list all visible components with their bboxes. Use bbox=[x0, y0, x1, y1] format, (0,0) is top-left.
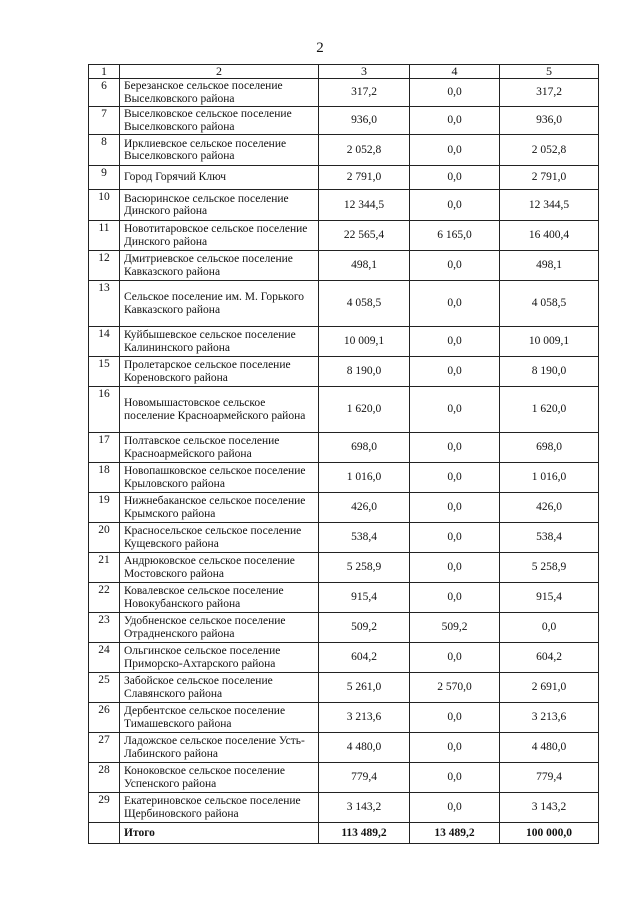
settlement-name: Андрюковское сельское поселение Мостовского района bbox=[120, 553, 319, 583]
total-label: Итого bbox=[120, 823, 319, 844]
value-col5: 936,0 bbox=[500, 107, 599, 135]
value-col5: 5 258,9 bbox=[500, 553, 599, 583]
value-col5: 0,0 bbox=[500, 613, 599, 643]
value-col4: 0,0 bbox=[410, 387, 500, 433]
value-col5: 3 213,6 bbox=[500, 703, 599, 733]
value-col4: 0,0 bbox=[410, 493, 500, 523]
settlement-name: Красносельское сельское поселение Кущевского района bbox=[120, 523, 319, 553]
settlement-name: Дмитриевское сельское поселение Кавказского района bbox=[120, 251, 319, 281]
value-col5: 10 009,1 bbox=[500, 327, 599, 357]
value-col4: 0,0 bbox=[410, 166, 500, 190]
value-col4: 0,0 bbox=[410, 553, 500, 583]
value-col5: 1 016,0 bbox=[500, 463, 599, 493]
table-row bbox=[89, 733, 599, 763]
settlement-name: Забойское сельское поселение Славянского района bbox=[120, 673, 319, 703]
settlement-name: Выселковское сельское поселение Выселковского района bbox=[120, 107, 319, 135]
row-number: 26 bbox=[89, 703, 120, 733]
value-col4: 0,0 bbox=[410, 190, 500, 221]
value-col3: 4 480,0 bbox=[319, 733, 410, 763]
settlement-name: Пролетарское сельское поселение Кореновского района bbox=[120, 357, 319, 387]
row-number: 29 bbox=[89, 793, 120, 823]
column-header: 1 bbox=[89, 65, 120, 79]
settlement-name: Удобненское сельское поселение Отрадненского района bbox=[120, 613, 319, 643]
table-row bbox=[89, 463, 599, 493]
settlement-name: Ольгинское сельское поселение Приморско-Ахтарского района bbox=[120, 643, 319, 673]
table-row bbox=[89, 553, 599, 583]
table-row bbox=[89, 135, 599, 166]
value-col3: 2 791,0 bbox=[319, 166, 410, 190]
table-row bbox=[89, 387, 599, 433]
column-header: 2 bbox=[120, 65, 319, 79]
total-col4: 13 489,2 bbox=[410, 823, 500, 844]
table-row bbox=[89, 251, 599, 281]
value-col5: 604,2 bbox=[500, 643, 599, 673]
value-col4: 0,0 bbox=[410, 763, 500, 793]
value-col5: 2 791,0 bbox=[500, 166, 599, 190]
value-col3: 538,4 bbox=[319, 523, 410, 553]
value-col3: 3 143,2 bbox=[319, 793, 410, 823]
value-col4: 2 570,0 bbox=[410, 673, 500, 703]
page-number: 2 bbox=[316, 40, 324, 56]
total-row bbox=[89, 823, 599, 844]
value-col3: 5 258,9 bbox=[319, 553, 410, 583]
row-number: 21 bbox=[89, 553, 120, 583]
settlement-name: Ирклиевское сельское поселение Выселковского района bbox=[120, 135, 319, 166]
value-col5: 3 143,2 bbox=[500, 793, 599, 823]
column-header: 4 bbox=[410, 65, 500, 79]
value-col3: 915,4 bbox=[319, 583, 410, 613]
value-col3: 317,2 bbox=[319, 79, 410, 107]
value-col5: 538,4 bbox=[500, 523, 599, 553]
value-col5: 2 691,0 bbox=[500, 673, 599, 703]
settlement-name: Новотитаровское сельское поселение Динского района bbox=[120, 221, 319, 251]
value-col3: 509,2 bbox=[319, 613, 410, 643]
row-number: 12 bbox=[89, 251, 120, 281]
value-col3: 698,0 bbox=[319, 433, 410, 463]
row-number: 11 bbox=[89, 221, 120, 251]
row-number: 20 bbox=[89, 523, 120, 553]
table-row bbox=[89, 613, 599, 643]
table-row bbox=[89, 763, 599, 793]
value-col5: 698,0 bbox=[500, 433, 599, 463]
table-row bbox=[89, 357, 599, 387]
value-col3: 5 261,0 bbox=[319, 673, 410, 703]
value-col5: 779,4 bbox=[500, 763, 599, 793]
value-col4: 0,0 bbox=[410, 251, 500, 281]
value-col3: 604,2 bbox=[319, 643, 410, 673]
row-number: 17 bbox=[89, 433, 120, 463]
value-col4: 0,0 bbox=[410, 733, 500, 763]
settlement-name: Новопашковское сельское поселение Крыловского района bbox=[120, 463, 319, 493]
column-header: 3 bbox=[319, 65, 410, 79]
row-number: 19 bbox=[89, 493, 120, 523]
value-col3: 3 213,6 bbox=[319, 703, 410, 733]
row-number: 16 bbox=[89, 387, 120, 433]
settlement-name: Новомышастовское сельское поселение Красноармейского района bbox=[120, 387, 319, 433]
settlement-name: Екатериновское сельское поселение Щербиновского района bbox=[120, 793, 319, 823]
row-number: 14 bbox=[89, 327, 120, 357]
table-row bbox=[89, 79, 599, 107]
value-col3: 779,4 bbox=[319, 763, 410, 793]
row-number: 9 bbox=[89, 166, 120, 190]
table-row bbox=[89, 107, 599, 135]
row-number: 24 bbox=[89, 643, 120, 673]
value-col4: 0,0 bbox=[410, 327, 500, 357]
table-row bbox=[89, 793, 599, 823]
value-col3: 2 052,8 bbox=[319, 135, 410, 166]
value-col3: 1 016,0 bbox=[319, 463, 410, 493]
total-col3: 113 489,2 bbox=[319, 823, 410, 844]
value-col3: 936,0 bbox=[319, 107, 410, 135]
value-col4: 0,0 bbox=[410, 463, 500, 493]
table-row bbox=[89, 523, 599, 553]
row-number: 10 bbox=[89, 190, 120, 221]
table-row bbox=[89, 221, 599, 251]
value-col5: 426,0 bbox=[500, 493, 599, 523]
table-row bbox=[89, 583, 599, 613]
value-col4: 0,0 bbox=[410, 79, 500, 107]
column-header: 5 bbox=[500, 65, 599, 79]
row-number: 22 bbox=[89, 583, 120, 613]
allocation-table bbox=[88, 64, 599, 844]
table-row bbox=[89, 673, 599, 703]
row-number: 15 bbox=[89, 357, 120, 387]
value-col3: 1 620,0 bbox=[319, 387, 410, 433]
row-number: 23 bbox=[89, 613, 120, 643]
value-col4: 0,0 bbox=[410, 703, 500, 733]
value-col5: 8 190,0 bbox=[500, 357, 599, 387]
table-row bbox=[89, 281, 599, 327]
table-header-row bbox=[89, 65, 599, 79]
table-row bbox=[89, 166, 599, 190]
table-row bbox=[89, 643, 599, 673]
settlement-name: Полтавское сельское поселение Красноармейского района bbox=[120, 433, 319, 463]
value-col5: 16 400,4 bbox=[500, 221, 599, 251]
value-col3: 12 344,5 bbox=[319, 190, 410, 221]
settlement-name: Ладожское сельское поселение Усть-Лабинского района bbox=[120, 733, 319, 763]
value-col3: 8 190,0 bbox=[319, 357, 410, 387]
settlement-name: Куйбышевское сельское поселение Калининского района bbox=[120, 327, 319, 357]
value-col4: 0,0 bbox=[410, 643, 500, 673]
settlement-name: Васюринское сельское поселение Динского района bbox=[120, 190, 319, 221]
table-row bbox=[89, 433, 599, 463]
value-col4: 509,2 bbox=[410, 613, 500, 643]
table-row bbox=[89, 190, 599, 221]
value-col3: 10 009,1 bbox=[319, 327, 410, 357]
value-col4: 0,0 bbox=[410, 433, 500, 463]
settlement-name: Ковалевское сельское поселение Новокубанского района bbox=[120, 583, 319, 613]
settlement-name: Березанское сельское поселение Выселковского района bbox=[120, 79, 319, 107]
value-col4: 0,0 bbox=[410, 357, 500, 387]
settlement-name: Сельское поселение им. М. Горького Кавказского района bbox=[120, 281, 319, 327]
value-col4: 0,0 bbox=[410, 523, 500, 553]
row-number: 7 bbox=[89, 107, 120, 135]
total-col5: 100 000,0 bbox=[500, 823, 599, 844]
row-number: 13 bbox=[89, 281, 120, 327]
total-number-cell bbox=[89, 823, 120, 844]
value-col4: 6 165,0 bbox=[410, 221, 500, 251]
settlement-name: Коноковское сельское поселение Успенского района bbox=[120, 763, 319, 793]
value-col5: 2 052,8 bbox=[500, 135, 599, 166]
row-number: 6 bbox=[89, 79, 120, 107]
row-number: 8 bbox=[89, 135, 120, 166]
value-col5: 317,2 bbox=[500, 79, 599, 107]
table-row bbox=[89, 327, 599, 357]
row-number: 25 bbox=[89, 673, 120, 703]
value-col5: 12 344,5 bbox=[500, 190, 599, 221]
value-col4: 0,0 bbox=[410, 107, 500, 135]
value-col3: 426,0 bbox=[319, 493, 410, 523]
value-col5: 498,1 bbox=[500, 251, 599, 281]
value-col5: 915,4 bbox=[500, 583, 599, 613]
settlement-name: Дербентское сельское поселение Тимашевского района bbox=[120, 703, 319, 733]
value-col4: 0,0 bbox=[410, 583, 500, 613]
value-col5: 4 480,0 bbox=[500, 733, 599, 763]
value-col5: 1 620,0 bbox=[500, 387, 599, 433]
settlement-name: Город Горячий Ключ bbox=[120, 166, 319, 190]
row-number: 28 bbox=[89, 763, 120, 793]
table-row bbox=[89, 493, 599, 523]
value-col3: 498,1 bbox=[319, 251, 410, 281]
row-number: 27 bbox=[89, 733, 120, 763]
row-number: 18 bbox=[89, 463, 120, 493]
value-col5: 4 058,5 bbox=[500, 281, 599, 327]
settlement-name: Нижнебаканское сельское поселение Крымского района bbox=[120, 493, 319, 523]
value-col4: 0,0 bbox=[410, 281, 500, 327]
value-col3: 4 058,5 bbox=[319, 281, 410, 327]
table-row bbox=[89, 703, 599, 733]
value-col3: 22 565,4 bbox=[319, 221, 410, 251]
value-col4: 0,0 bbox=[410, 135, 500, 166]
value-col4: 0,0 bbox=[410, 793, 500, 823]
